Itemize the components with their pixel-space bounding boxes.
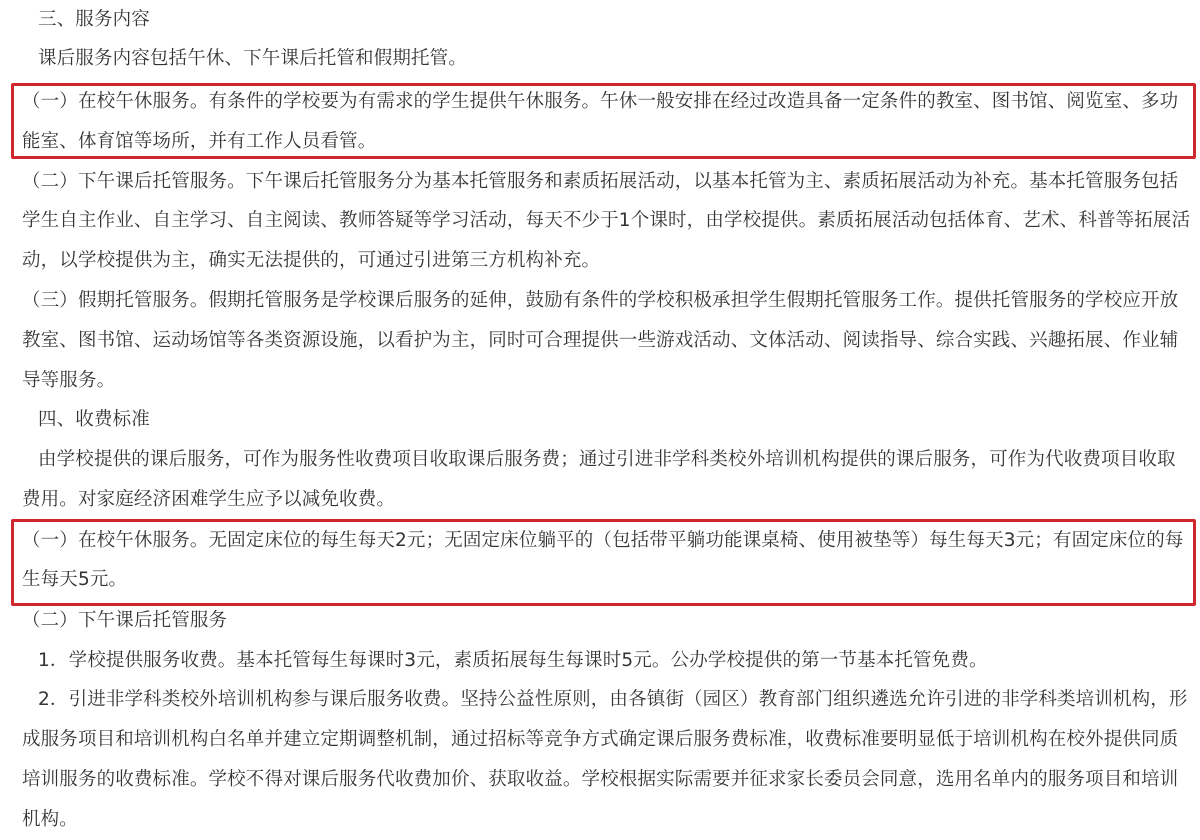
paragraph-line: （二）下午课后托管服务 — [22, 610, 228, 631]
paragraph-line: （一）在校午休服务。无固定床位的每生每天2元；无固定床位躺平的（包括带平躺功能课桌椅、使用被垫等）每生每天3元；有固定床位的每 — [22, 530, 1184, 551]
paragraph-line: 1．学校提供服务收费。基本托管每生每课时3元，素质拓展每生每课时5元。公办学校提供的第一节基本托管免费。 — [38, 650, 988, 671]
section-heading-service-content: 三、服务内容 — [38, 9, 150, 30]
section-heading-fee-standard: 四、收费标准 — [38, 409, 150, 430]
paragraph-line: （一）在校午休服务。有条件的学校要为有需求的学生提供午休服务。午休一般安排在经过改造具备一定条件的教室、图书馆、阅览室、多功 — [22, 91, 1179, 112]
paragraph-line: 能室、体育馆等场所，并有工作人员看管。 — [22, 131, 377, 152]
paragraph-line: 教室、图书馆、运动场馆等各类资源设施，以看护为主，同时可合理提供一些游戏活动、文体活动、阅读指导、综合实践、兴趣拓展、作业辅 — [22, 330, 1179, 351]
paragraph-line: 学生自主作业、自主学习、自主阅读、教师答疑等学习活动，每天不少于1个课时，由学校提供。素质拓展活动包括体育、艺术、科普等拓展活 — [22, 210, 1190, 231]
paragraph-line: （二）下午课后托管服务。下午课后托管服务分为基本托管服务和素质拓展活动，以基本托管为主、素质拓展活动为补充。基本托管服务包括 — [22, 171, 1179, 192]
paragraph-line: 生每天5元。 — [22, 569, 128, 590]
paragraph-line: 机构。 — [22, 809, 78, 830]
paragraph-line: 成服务项目和培训机构白名单并建立定期调整机制，通过招标等竞争方式确定课后服务费标准，收费标准要明显低于培训机构在校外提供同质 — [22, 729, 1179, 750]
paragraph-line: 2．引进非学科类校外培训机构参与课后服务收费。坚持公益性原则，由各镇街（园区）教育部门组织遴选允许引进的非学科类培训机构，形 — [38, 689, 1188, 710]
paragraph-line: 费用。对家庭经济困难学生应予以减免收费。 — [22, 489, 396, 510]
paragraph-line: 导等服务。 — [22, 370, 116, 391]
paragraph-line: 动，以学校提供为主，确实无法提供的，可通过引进第三方机构补充。 — [22, 250, 601, 271]
paragraph-line: 培训服务的收费标准。学校不得对课后服务代收费加价、获取收益。学校根据实际需要并征求家长委员会同意，选用名单内的服务项目和培训 — [22, 769, 1179, 790]
paragraph-line: 课后服务内容包括午休、下午课后托管和假期托管。 — [38, 48, 467, 69]
paragraph-line: （三）假期托管服务。假期托管服务是学校课后服务的延伸，鼓励有条件的学校积极承担学生假期托管服务工作。提供托管服务的学校应开放 — [22, 290, 1179, 311]
paragraph-line: 由学校提供的课后服务，可作为服务性收费项目收取课后服务费；通过引进非学科类校外培训机构提供的课后服务，可作为代收费项目收取 — [38, 449, 1176, 470]
